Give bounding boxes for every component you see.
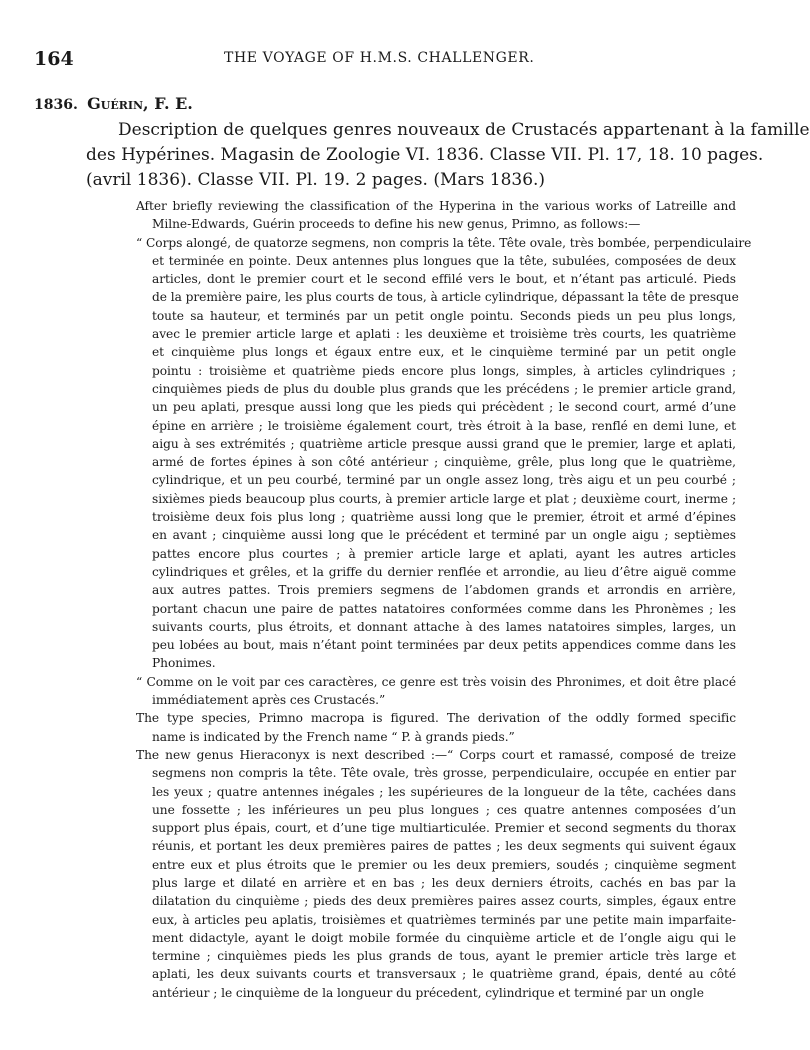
text-line: en avant ; cinquième aussi long que le précédent et terminé par un ongle aigu ; septièmes	[152, 528, 736, 543]
entry-author: Guérin, F. E.	[87, 94, 193, 113]
page-number: 164	[34, 48, 74, 70]
text-line: aigu à ses extrémités ; quatrième article presque aussi grand que le premier, large et aplati,	[152, 436, 736, 451]
text-line: troisième deux fois plus long ; quatrième aussi long que le premier, étroit et armé d’épines	[152, 510, 736, 525]
text-line: les yeux ; quatre antennes inégales ; les supérieures de la longueur de la tête, cachées dans	[152, 784, 736, 799]
text-line: immédiatement après ces Crustacés.”	[152, 693, 386, 708]
text-line: une fossette ; les inférieures un peu plus longues ; ces quatre antennes composées d’un	[152, 802, 736, 817]
citation-line: (avril 1836). Classe VII. Pl. 19. 2 pages. (Mars 1836.)	[86, 170, 546, 190]
text-line: sixièmes pieds beaucoup plus courts, à premier article large et plat ; deuxième court, inerme ;	[152, 491, 736, 506]
text-line: After briefly reviewing the classification of the Hyperina in the various works of Latreille and	[136, 199, 736, 213]
text-line: armé de fortes épines à son côté antérieur ; cinquième, grêle, plus long que le quatrième,	[152, 455, 736, 470]
text-line: segmens non compris la tête. Tête ovale, très grosse, perpendiculaire, occupée en entier par	[152, 766, 736, 781]
citation-title	[86, 118, 810, 193]
text-line: et cinquième plus longs et égaux entre eux, et le cinquième terminé par un petit ongle	[152, 345, 736, 360]
text-line: et terminée en pointe. Deux antennes plus longues que la tête, subulées, composées de deux	[152, 253, 736, 268]
text-line: Phonimes.	[152, 656, 216, 671]
text-line: ment didactyle, ayant le doigt mobile formée du cinquième article et de l’ongle aigu qui le	[152, 930, 736, 945]
citation-line: Description de quelques genres nouveaux de Crustacés appartenant à la famille	[118, 120, 810, 140]
text-line: termine ; cinquièmes pieds les plus grands de tous, ayant le premier article très large et	[152, 949, 736, 964]
bibliography-entry-heading	[34, 94, 193, 113]
paragraph	[136, 673, 736, 710]
text-line: suivants courts, plus étroits, et donnant attache à des lames natatoires simples, larges, un	[152, 619, 736, 634]
entry-year: 1836.	[34, 97, 78, 113]
text-line: peu lobées au bout, mais n’étant point terminées par deux petits appendices comme dans les	[152, 638, 736, 653]
text-line: antérieur ; le cinquième de la longueur du précedent, cylindrique et terminé par un ongle	[152, 985, 704, 1000]
text-line: toute sa hauteur, et terminés par un petit ongle pointu. Seconds pieds un peu plus longs,	[152, 308, 736, 323]
text-line: réunis, et portant les deux premières paires de pattes ; les deux segments qui suivent égaux	[152, 839, 736, 854]
text-line: dilatation du cinquième ; pieds des deux premières paires assez courts, simples, égaux entre	[152, 894, 736, 909]
text-line: pattes encore plus courtes ; à premier article large et aplati, ayant les autres articles	[152, 546, 736, 561]
text-line: cinquièmes pieds de plus du double plus grands que les précédens ; le premier article grand,	[152, 381, 736, 396]
paragraph	[136, 197, 736, 234]
text-line: support plus épais, court, et d’une tige multiarticulée. Premier et second segments du thorax	[152, 821, 736, 836]
text-line: un peu aplati, presque aussi long que les pieds qui précèdent ; le second court, armé d’une	[152, 400, 736, 415]
text-line: articles, dont le premier court et le second effilé vers le bout, et n’étant pas articulé. Pieds	[152, 272, 736, 287]
text-line: épine en arrière ; le troisième également court, très étroit à la base, renflé en demi lune, et	[152, 418, 736, 433]
running-header	[34, 48, 746, 72]
body-text	[136, 197, 752, 1002]
text-line: aplati, les deux suivants courts et transversaux ; le quatrième grand, épais, denté au côté	[152, 967, 736, 982]
text-line: Milne-Edwards, Guérin proceeds to define his new genus, Primno, as follows:—	[152, 217, 641, 232]
paragraph	[136, 234, 752, 673]
paragraph	[136, 709, 736, 746]
running-title: THE VOYAGE OF H.M.S. CHALLENGER.	[224, 50, 535, 66]
text-line: “ Comme on le voit par ces caractères, ce genre est très voisin des Phronimes, et doit être placé	[136, 674, 736, 689]
text-line: name is indicated by the French name “ P. à grands pieds.”	[152, 729, 515, 744]
text-line: plus large et dilaté en arrière et en bas ; les deux derniers étroits, cachés en bas par la	[152, 875, 736, 890]
text-line: entre eux et plus étroits que le premier ou les deux premiers, soudés ; cinquième segment	[152, 857, 736, 872]
text-line: “ Corps alongé, de quatorze segmens, non compris la tête. Tête ovale, très bombée, perpendiculaire	[136, 235, 752, 250]
text-line: de la première paire, les plus courts de tous, à article cylindrique, dépassant la tête de presque	[152, 290, 739, 305]
text-line: avec le premier article large et aplati : les deuxième et troisième très courts, les quatrième	[152, 327, 736, 342]
text-line: eux, à articles peu aplatis, troisièmes et quatrièmes terminés par une petite main imparfaite-	[152, 912, 736, 927]
text-line: pointu : troisième et quatrième pieds encore plus longs, simples, à articles cylindriques ;	[152, 363, 736, 378]
text-line: aux autres pattes. Trois premiers segmens de l’abdomen grands et arrondis en arrière,	[152, 583, 736, 598]
text-line: portant chacun une paire de pattes natatoires conformées comme dans les Phronèmes ; les	[152, 601, 736, 616]
text-line: cylindriques et grêles, et la griffe du dernier renflée et arrondie, au lieu d’être aiguë comme	[152, 564, 736, 579]
paragraph	[136, 746, 736, 1002]
text-line: The new genus Hieraconyx is next described :—“ Corps court et ramassé, composé de treize	[136, 747, 736, 762]
text-line: The type species, Primno macropa is figured. The derivation of the oddly formed specific	[136, 711, 736, 726]
text-line: cylindrique, et un peu courbé, terminé par un ongle assez long, très aigu et un peu courbé ;	[152, 473, 736, 488]
citation-line: des Hypérines. Magasin de Zoologie VI. 1836. Classe VII. Pl. 17, 18. 10 pages.	[86, 145, 764, 165]
